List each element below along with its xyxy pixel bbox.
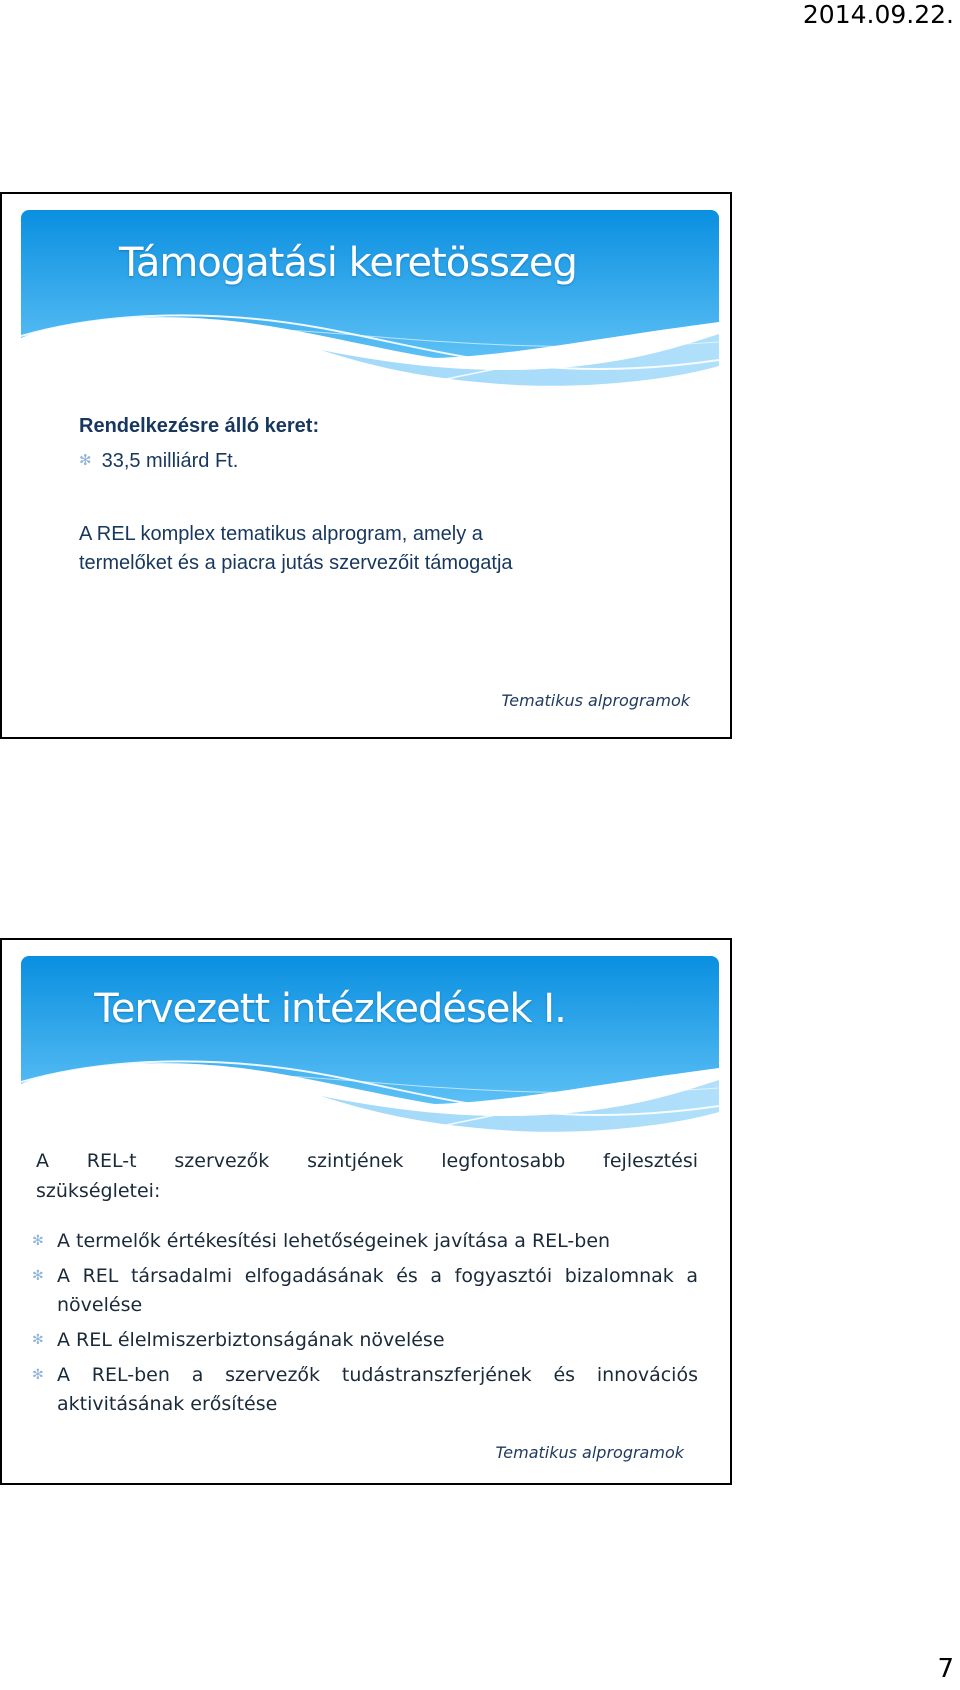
list-item [32,1262,698,1320]
asterisk-bullet-icon: ✻ [32,1367,44,1383]
wave-banner-graphic [21,210,719,388]
budget-bullet [79,450,238,473]
budget-heading: Rendelkezésre álló keret: [79,415,320,437]
slide-2 [0,938,732,1485]
paragraph-line: termelőket és a piacra jutás szervezőit támogatja [79,552,513,574]
list-item-line: aktivitásának erősítése [57,1393,278,1415]
asterisk-bullet-icon: ✻ [32,1233,44,1249]
list-item-line: A REL-ben a szervezők tudástranszferjének és innovációs [57,1364,698,1386]
slide-title: Támogatási keretösszeg [119,240,577,286]
asterisk-bullet-icon: ✻ [79,452,92,469]
list-item-text [57,1262,698,1320]
page-number: 7 [937,1654,954,1684]
list-item-text: A REL élelmiszerbiztonságának növelése [57,1329,445,1351]
slide-1-banner [21,210,719,388]
intro-line: szükségletei: [36,1180,161,1202]
slide-title: Tervezett intézkedések I. [94,986,566,1032]
needs-list [32,1227,698,1425]
description-paragraph [79,520,699,578]
slide-1 [0,192,732,739]
paragraph-line: A REL komplex tematikus alprogram, amely a [79,523,483,545]
list-item-line: A REL társadalmi elfogadásának és a fogyasztói bizalomnak a [57,1265,698,1287]
page-date: 2014.09.22. [802,0,954,29]
slide-footer: Tematikus alprogramok [501,691,690,710]
slide-2-banner [21,956,719,1134]
intro-line: A REL-t szervezők szintjének legfontosabb fejlesztési [36,1150,698,1172]
slide-footer: Tematikus alprogramok [495,1443,684,1462]
list-item [32,1326,698,1355]
needs-intro [36,1146,698,1206]
asterisk-bullet-icon: ✻ [32,1332,44,1348]
list-item-text [57,1361,698,1419]
list-item-text: A termelők értékesítési lehetőségeinek javítása a REL-ben [57,1230,611,1252]
list-item [32,1227,698,1256]
list-item-line: növelése [57,1294,143,1316]
budget-amount: 33,5 milliárd Ft. [101,450,239,472]
asterisk-bullet-icon: ✻ [32,1268,44,1284]
wave-banner-graphic [21,956,719,1134]
list-item [32,1361,698,1419]
